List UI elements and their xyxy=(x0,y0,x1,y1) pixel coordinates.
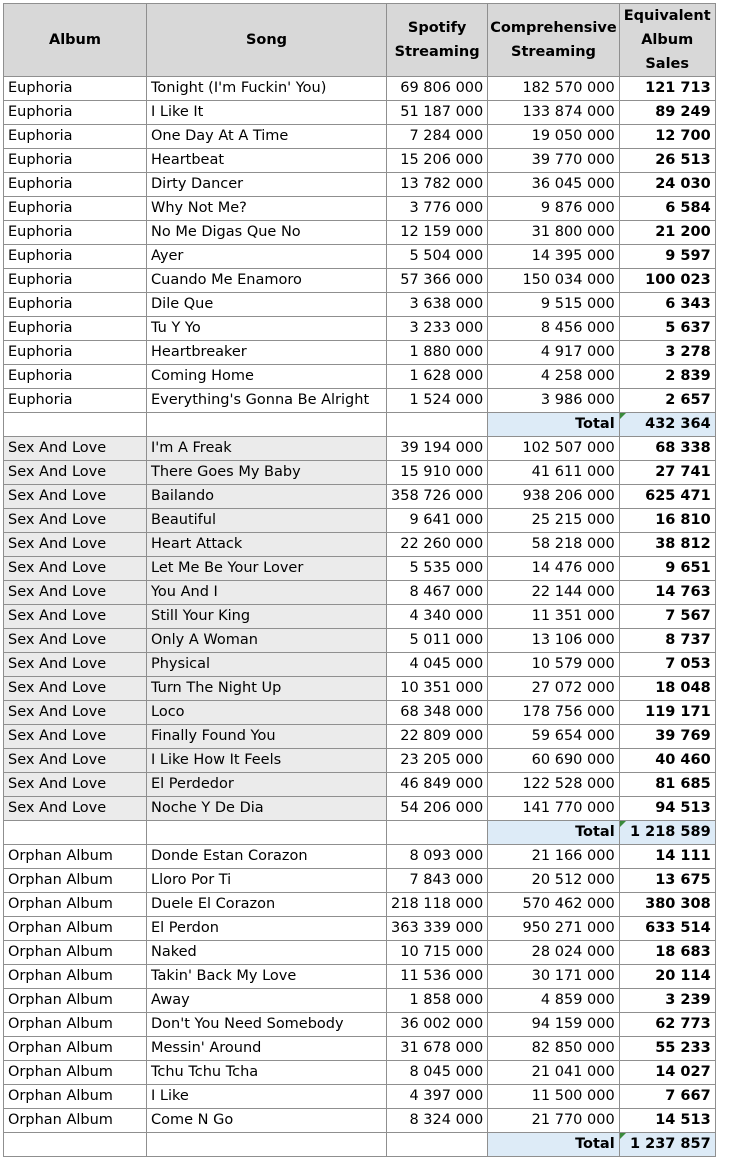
comprehensive-streaming-cell: 19 050 000 xyxy=(488,125,619,149)
equivalent-album-sales-cell: 6 343 xyxy=(619,293,715,317)
album-cell: Euphoria xyxy=(4,245,147,269)
comprehensive-streaming-cell: 570 462 000 xyxy=(488,893,619,917)
equivalent-album-sales-cell: 68 338 xyxy=(619,437,715,461)
equivalent-album-sales-cell: 26 513 xyxy=(619,149,715,173)
empty-cell xyxy=(4,413,147,437)
table-row xyxy=(4,221,716,245)
equivalent-album-sales-cell: 40 460 xyxy=(619,749,715,773)
song-cell: I Like How It Feels xyxy=(147,749,387,773)
total-value: 432 364 xyxy=(619,413,715,437)
equivalent-album-sales-cell: 14 027 xyxy=(619,1061,715,1085)
table-row xyxy=(4,293,716,317)
equivalent-album-sales-cell: 38 812 xyxy=(619,533,715,557)
spotify-streaming-cell: 7 284 000 xyxy=(387,125,488,149)
spotify-streaming-cell: 13 782 000 xyxy=(387,173,488,197)
album-cell: Sex And Love xyxy=(4,605,147,629)
song-cell: Still Your King xyxy=(147,605,387,629)
header-spotify-streaming: Spotify Streaming xyxy=(387,4,488,77)
equivalent-album-sales-cell: 62 773 xyxy=(619,1013,715,1037)
comprehensive-streaming-cell: 82 850 000 xyxy=(488,1037,619,1061)
song-cell: El Perdon xyxy=(147,917,387,941)
song-cell: El Perdedor xyxy=(147,773,387,797)
album-cell: Sex And Love xyxy=(4,725,147,749)
spotify-streaming-cell: 1 524 000 xyxy=(387,389,488,413)
spotify-streaming-cell: 31 678 000 xyxy=(387,1037,488,1061)
table-row xyxy=(4,773,716,797)
spotify-streaming-cell: 358 726 000 xyxy=(387,485,488,509)
album-cell: Sex And Love xyxy=(4,677,147,701)
comprehensive-streaming-cell: 102 507 000 xyxy=(488,437,619,461)
table-row xyxy=(4,125,716,149)
equivalent-album-sales-cell: 14 513 xyxy=(619,1109,715,1133)
song-cell: Messin' Around xyxy=(147,1037,387,1061)
song-cell: Naked xyxy=(147,941,387,965)
spotify-streaming-cell: 7 843 000 xyxy=(387,869,488,893)
song-cell: Don't You Need Somebody xyxy=(147,1013,387,1037)
equivalent-album-sales-cell: 27 741 xyxy=(619,461,715,485)
comprehensive-streaming-cell: 94 159 000 xyxy=(488,1013,619,1037)
total-value: 1 218 589 xyxy=(619,821,715,845)
song-cell: Heart Attack xyxy=(147,533,387,557)
equivalent-album-sales-cell: 2 839 xyxy=(619,365,715,389)
spotify-streaming-cell: 11 536 000 xyxy=(387,965,488,989)
comprehensive-streaming-cell: 20 512 000 xyxy=(488,869,619,893)
song-cell: No Me Digas Que No xyxy=(147,221,387,245)
song-cell: Tchu Tchu Tcha xyxy=(147,1061,387,1085)
table-row xyxy=(4,269,716,293)
album-cell: Euphoria xyxy=(4,101,147,125)
table-row xyxy=(4,869,716,893)
album-sales-table xyxy=(3,3,716,1157)
comprehensive-streaming-cell: 8 456 000 xyxy=(488,317,619,341)
table-row xyxy=(4,749,716,773)
equivalent-album-sales-cell: 94 513 xyxy=(619,797,715,821)
table-row xyxy=(4,533,716,557)
spotify-streaming-cell: 36 002 000 xyxy=(387,1013,488,1037)
song-cell: Noche Y De Dia xyxy=(147,797,387,821)
album-cell: Sex And Love xyxy=(4,797,147,821)
album-cell: Euphoria xyxy=(4,173,147,197)
spotify-streaming-cell: 69 806 000 xyxy=(387,77,488,101)
table-row xyxy=(4,557,716,581)
comprehensive-streaming-cell: 25 215 000 xyxy=(488,509,619,533)
song-cell: Duele El Corazon xyxy=(147,893,387,917)
table-row xyxy=(4,509,716,533)
album-cell: Sex And Love xyxy=(4,629,147,653)
album-cell: Euphoria xyxy=(4,269,147,293)
spotify-streaming-cell: 15 206 000 xyxy=(387,149,488,173)
equivalent-album-sales-cell: 100 023 xyxy=(619,269,715,293)
table-row xyxy=(4,101,716,125)
equivalent-album-sales-cell: 7 667 xyxy=(619,1085,715,1109)
album-cell: Euphoria xyxy=(4,365,147,389)
header-comprehensive-streaming: Comprehensive Streaming xyxy=(488,4,619,77)
album-cell: Orphan Album xyxy=(4,1085,147,1109)
song-cell: Loco xyxy=(147,701,387,725)
total-label: Total xyxy=(488,1133,619,1157)
album-cell: Sex And Love xyxy=(4,653,147,677)
comprehensive-streaming-cell: 11 351 000 xyxy=(488,605,619,629)
spotify-streaming-cell: 68 348 000 xyxy=(387,701,488,725)
song-cell: Turn The Night Up xyxy=(147,677,387,701)
table-row xyxy=(4,365,716,389)
song-cell: Bailando xyxy=(147,485,387,509)
song-cell: Heartbreaker xyxy=(147,341,387,365)
empty-cell xyxy=(147,821,387,845)
song-cell: Dile Que xyxy=(147,293,387,317)
header-equivalent-album-sales: Equivalent Album Sales xyxy=(619,4,715,77)
equivalent-album-sales-cell: 9 597 xyxy=(619,245,715,269)
comprehensive-streaming-cell: 31 800 000 xyxy=(488,221,619,245)
spotify-streaming-cell: 10 351 000 xyxy=(387,677,488,701)
song-cell: Why Not Me? xyxy=(147,197,387,221)
equivalent-album-sales-cell: 81 685 xyxy=(619,773,715,797)
album-cell: Sex And Love xyxy=(4,485,147,509)
equivalent-album-sales-cell: 16 810 xyxy=(619,509,715,533)
table-row xyxy=(4,485,716,509)
table-row xyxy=(4,989,716,1013)
spotify-streaming-cell: 1 858 000 xyxy=(387,989,488,1013)
comprehensive-streaming-cell: 10 579 000 xyxy=(488,653,619,677)
table-row xyxy=(4,1037,716,1061)
comprehensive-streaming-cell: 182 570 000 xyxy=(488,77,619,101)
table-row xyxy=(4,941,716,965)
album-cell: Sex And Love xyxy=(4,533,147,557)
spotify-streaming-cell: 46 849 000 xyxy=(387,773,488,797)
equivalent-album-sales-cell: 8 737 xyxy=(619,629,715,653)
spotify-streaming-cell: 8 467 000 xyxy=(387,581,488,605)
spotify-streaming-cell: 39 194 000 xyxy=(387,437,488,461)
spotify-streaming-cell: 57 366 000 xyxy=(387,269,488,293)
album-cell: Euphoria xyxy=(4,77,147,101)
comprehensive-streaming-cell: 30 171 000 xyxy=(488,965,619,989)
song-cell: One Day At A Time xyxy=(147,125,387,149)
header-album: Album xyxy=(4,4,147,77)
spotify-streaming-cell: 12 159 000 xyxy=(387,221,488,245)
empty-cell xyxy=(387,821,488,845)
table-row xyxy=(4,389,716,413)
spotify-streaming-cell: 10 715 000 xyxy=(387,941,488,965)
equivalent-album-sales-cell: 39 769 xyxy=(619,725,715,749)
comprehensive-streaming-cell: 21 770 000 xyxy=(488,1109,619,1133)
comprehensive-streaming-cell: 3 986 000 xyxy=(488,389,619,413)
album-cell: Euphoria xyxy=(4,197,147,221)
comprehensive-streaming-cell: 14 476 000 xyxy=(488,557,619,581)
table-row xyxy=(4,437,716,461)
comprehensive-streaming-cell: 141 770 000 xyxy=(488,797,619,821)
song-cell: Dirty Dancer xyxy=(147,173,387,197)
song-cell: I Like xyxy=(147,1085,387,1109)
spotify-streaming-cell: 9 641 000 xyxy=(387,509,488,533)
spotify-streaming-cell: 1 880 000 xyxy=(387,341,488,365)
album-cell: Euphoria xyxy=(4,341,147,365)
equivalent-album-sales-cell: 9 651 xyxy=(619,557,715,581)
table-row xyxy=(4,629,716,653)
empty-cell xyxy=(387,1133,488,1157)
album-cell: Orphan Album xyxy=(4,893,147,917)
table-row xyxy=(4,653,716,677)
album-cell: Orphan Album xyxy=(4,1037,147,1061)
song-cell: I Like It xyxy=(147,101,387,125)
total-row xyxy=(4,1133,716,1157)
comprehensive-streaming-cell: 60 690 000 xyxy=(488,749,619,773)
total-value: 1 237 857 xyxy=(619,1133,715,1157)
song-cell: Come N Go xyxy=(147,1109,387,1133)
spotify-streaming-cell: 22 260 000 xyxy=(387,533,488,557)
spotify-streaming-cell: 23 205 000 xyxy=(387,749,488,773)
spotify-streaming-cell: 8 045 000 xyxy=(387,1061,488,1085)
table-row xyxy=(4,461,716,485)
spotify-streaming-cell: 15 910 000 xyxy=(387,461,488,485)
album-cell: Orphan Album xyxy=(4,869,147,893)
album-cell: Sex And Love xyxy=(4,557,147,581)
song-cell: Tonight (I'm Fuckin' You) xyxy=(147,77,387,101)
equivalent-album-sales-cell: 12 700 xyxy=(619,125,715,149)
comprehensive-streaming-cell: 39 770 000 xyxy=(488,149,619,173)
comprehensive-streaming-cell: 21 041 000 xyxy=(488,1061,619,1085)
spotify-streaming-cell: 5 535 000 xyxy=(387,557,488,581)
song-cell: Lloro Por Ti xyxy=(147,869,387,893)
album-cell: Orphan Album xyxy=(4,1013,147,1037)
table-row xyxy=(4,581,716,605)
spotify-streaming-cell: 4 340 000 xyxy=(387,605,488,629)
album-cell: Euphoria xyxy=(4,293,147,317)
equivalent-album-sales-cell: 13 675 xyxy=(619,869,715,893)
equivalent-album-sales-cell: 89 249 xyxy=(619,101,715,125)
comprehensive-streaming-cell: 122 528 000 xyxy=(488,773,619,797)
equivalent-album-sales-cell: 18 683 xyxy=(619,941,715,965)
album-cell: Sex And Love xyxy=(4,581,147,605)
spotify-streaming-cell: 5 011 000 xyxy=(387,629,488,653)
album-cell: Sex And Love xyxy=(4,437,147,461)
spotify-streaming-cell: 3 638 000 xyxy=(387,293,488,317)
song-cell: Finally Found You xyxy=(147,725,387,749)
album-cell: Sex And Love xyxy=(4,509,147,533)
comprehensive-streaming-cell: 4 258 000 xyxy=(488,365,619,389)
album-cell: Orphan Album xyxy=(4,1109,147,1133)
comprehensive-streaming-cell: 4 917 000 xyxy=(488,341,619,365)
table-row xyxy=(4,1061,716,1085)
total-label: Total xyxy=(488,821,619,845)
comprehensive-streaming-cell: 36 045 000 xyxy=(488,173,619,197)
comprehensive-streaming-cell: 9 876 000 xyxy=(488,197,619,221)
album-cell: Orphan Album xyxy=(4,845,147,869)
song-cell: Let Me Be Your Lover xyxy=(147,557,387,581)
table-row xyxy=(4,1013,716,1037)
spotify-streaming-cell: 363 339 000 xyxy=(387,917,488,941)
comprehensive-streaming-cell: 14 395 000 xyxy=(488,245,619,269)
equivalent-album-sales-cell: 119 171 xyxy=(619,701,715,725)
spotify-streaming-cell: 8 093 000 xyxy=(387,845,488,869)
song-cell: I'm A Freak xyxy=(147,437,387,461)
empty-cell xyxy=(147,1133,387,1157)
comprehensive-streaming-cell: 133 874 000 xyxy=(488,101,619,125)
table-row xyxy=(4,1085,716,1109)
comprehensive-streaming-cell: 950 271 000 xyxy=(488,917,619,941)
comprehensive-streaming-cell: 28 024 000 xyxy=(488,941,619,965)
table-row xyxy=(4,149,716,173)
comprehensive-streaming-cell: 41 611 000 xyxy=(488,461,619,485)
spotify-streaming-cell: 5 504 000 xyxy=(387,245,488,269)
equivalent-album-sales-cell: 3 239 xyxy=(619,989,715,1013)
album-cell: Orphan Album xyxy=(4,1061,147,1085)
comprehensive-streaming-cell: 22 144 000 xyxy=(488,581,619,605)
header-song: Song xyxy=(147,4,387,77)
equivalent-album-sales-cell: 24 030 xyxy=(619,173,715,197)
spotify-streaming-cell: 22 809 000 xyxy=(387,725,488,749)
song-cell: Donde Estan Corazon xyxy=(147,845,387,869)
table-row xyxy=(4,893,716,917)
comprehensive-streaming-cell: 9 515 000 xyxy=(488,293,619,317)
album-cell: Euphoria xyxy=(4,317,147,341)
empty-cell xyxy=(387,413,488,437)
comprehensive-streaming-cell: 27 072 000 xyxy=(488,677,619,701)
album-cell: Sex And Love xyxy=(4,749,147,773)
comprehensive-streaming-cell: 150 034 000 xyxy=(488,269,619,293)
comprehensive-streaming-cell: 13 106 000 xyxy=(488,629,619,653)
song-cell: Everything's Gonna Be Alright xyxy=(147,389,387,413)
album-cell: Sex And Love xyxy=(4,461,147,485)
comprehensive-streaming-cell: 11 500 000 xyxy=(488,1085,619,1109)
table-row xyxy=(4,725,716,749)
spotify-streaming-cell: 1 628 000 xyxy=(387,365,488,389)
equivalent-album-sales-cell: 3 278 xyxy=(619,341,715,365)
table-row xyxy=(4,341,716,365)
total-label: Total xyxy=(488,413,619,437)
spotify-streaming-cell: 8 324 000 xyxy=(387,1109,488,1133)
header-row xyxy=(4,4,716,77)
album-cell: Euphoria xyxy=(4,125,147,149)
song-cell: Only A Woman xyxy=(147,629,387,653)
empty-cell xyxy=(4,821,147,845)
comprehensive-streaming-cell: 4 859 000 xyxy=(488,989,619,1013)
empty-cell xyxy=(4,1133,147,1157)
table-row xyxy=(4,917,716,941)
equivalent-album-sales-cell: 7 053 xyxy=(619,653,715,677)
comprehensive-streaming-cell: 938 206 000 xyxy=(488,485,619,509)
equivalent-album-sales-cell: 20 114 xyxy=(619,965,715,989)
song-cell: Away xyxy=(147,989,387,1013)
album-cell: Orphan Album xyxy=(4,941,147,965)
equivalent-album-sales-cell: 14 111 xyxy=(619,845,715,869)
equivalent-album-sales-cell: 121 713 xyxy=(619,77,715,101)
equivalent-album-sales-cell: 380 308 xyxy=(619,893,715,917)
equivalent-album-sales-cell: 633 514 xyxy=(619,917,715,941)
table-row xyxy=(4,797,716,821)
equivalent-album-sales-cell: 2 657 xyxy=(619,389,715,413)
table-row xyxy=(4,197,716,221)
spotify-streaming-cell: 54 206 000 xyxy=(387,797,488,821)
total-row xyxy=(4,821,716,845)
equivalent-album-sales-cell: 7 567 xyxy=(619,605,715,629)
spotify-streaming-cell: 51 187 000 xyxy=(387,101,488,125)
song-cell: You And I xyxy=(147,581,387,605)
total-row xyxy=(4,413,716,437)
album-cell: Orphan Album xyxy=(4,965,147,989)
table-row xyxy=(4,677,716,701)
album-cell: Euphoria xyxy=(4,221,147,245)
song-cell: Ayer xyxy=(147,245,387,269)
comprehensive-streaming-cell: 59 654 000 xyxy=(488,725,619,749)
album-cell: Euphoria xyxy=(4,149,147,173)
table-row xyxy=(4,1109,716,1133)
table-row xyxy=(4,965,716,989)
song-cell: Takin' Back My Love xyxy=(147,965,387,989)
table-row xyxy=(4,173,716,197)
table-row xyxy=(4,77,716,101)
spotify-streaming-cell: 4 045 000 xyxy=(387,653,488,677)
song-cell: Beautiful xyxy=(147,509,387,533)
album-cell: Orphan Album xyxy=(4,917,147,941)
comprehensive-streaming-cell: 21 166 000 xyxy=(488,845,619,869)
song-cell: Tu Y Yo xyxy=(147,317,387,341)
equivalent-album-sales-cell: 5 637 xyxy=(619,317,715,341)
album-cell: Orphan Album xyxy=(4,989,147,1013)
song-cell: There Goes My Baby xyxy=(147,461,387,485)
comprehensive-streaming-cell: 178 756 000 xyxy=(488,701,619,725)
table-body xyxy=(4,77,716,1157)
song-cell: Cuando Me Enamoro xyxy=(147,269,387,293)
comprehensive-streaming-cell: 58 218 000 xyxy=(488,533,619,557)
equivalent-album-sales-cell: 18 048 xyxy=(619,677,715,701)
empty-cell xyxy=(147,413,387,437)
table-row xyxy=(4,605,716,629)
table-row xyxy=(4,317,716,341)
equivalent-album-sales-cell: 6 584 xyxy=(619,197,715,221)
table-row xyxy=(4,701,716,725)
spotify-streaming-cell: 3 776 000 xyxy=(387,197,488,221)
equivalent-album-sales-cell: 625 471 xyxy=(619,485,715,509)
equivalent-album-sales-cell: 55 233 xyxy=(619,1037,715,1061)
equivalent-album-sales-cell: 21 200 xyxy=(619,221,715,245)
album-cell: Sex And Love xyxy=(4,773,147,797)
song-cell: Physical xyxy=(147,653,387,677)
spotify-streaming-cell: 4 397 000 xyxy=(387,1085,488,1109)
album-cell: Sex And Love xyxy=(4,701,147,725)
table-row xyxy=(4,845,716,869)
spotify-streaming-cell: 218 118 000 xyxy=(387,893,488,917)
table-row xyxy=(4,245,716,269)
spotify-streaming-cell: 3 233 000 xyxy=(387,317,488,341)
album-cell: Euphoria xyxy=(4,389,147,413)
equivalent-album-sales-cell: 14 763 xyxy=(619,581,715,605)
song-cell: Heartbeat xyxy=(147,149,387,173)
song-cell: Coming Home xyxy=(147,365,387,389)
